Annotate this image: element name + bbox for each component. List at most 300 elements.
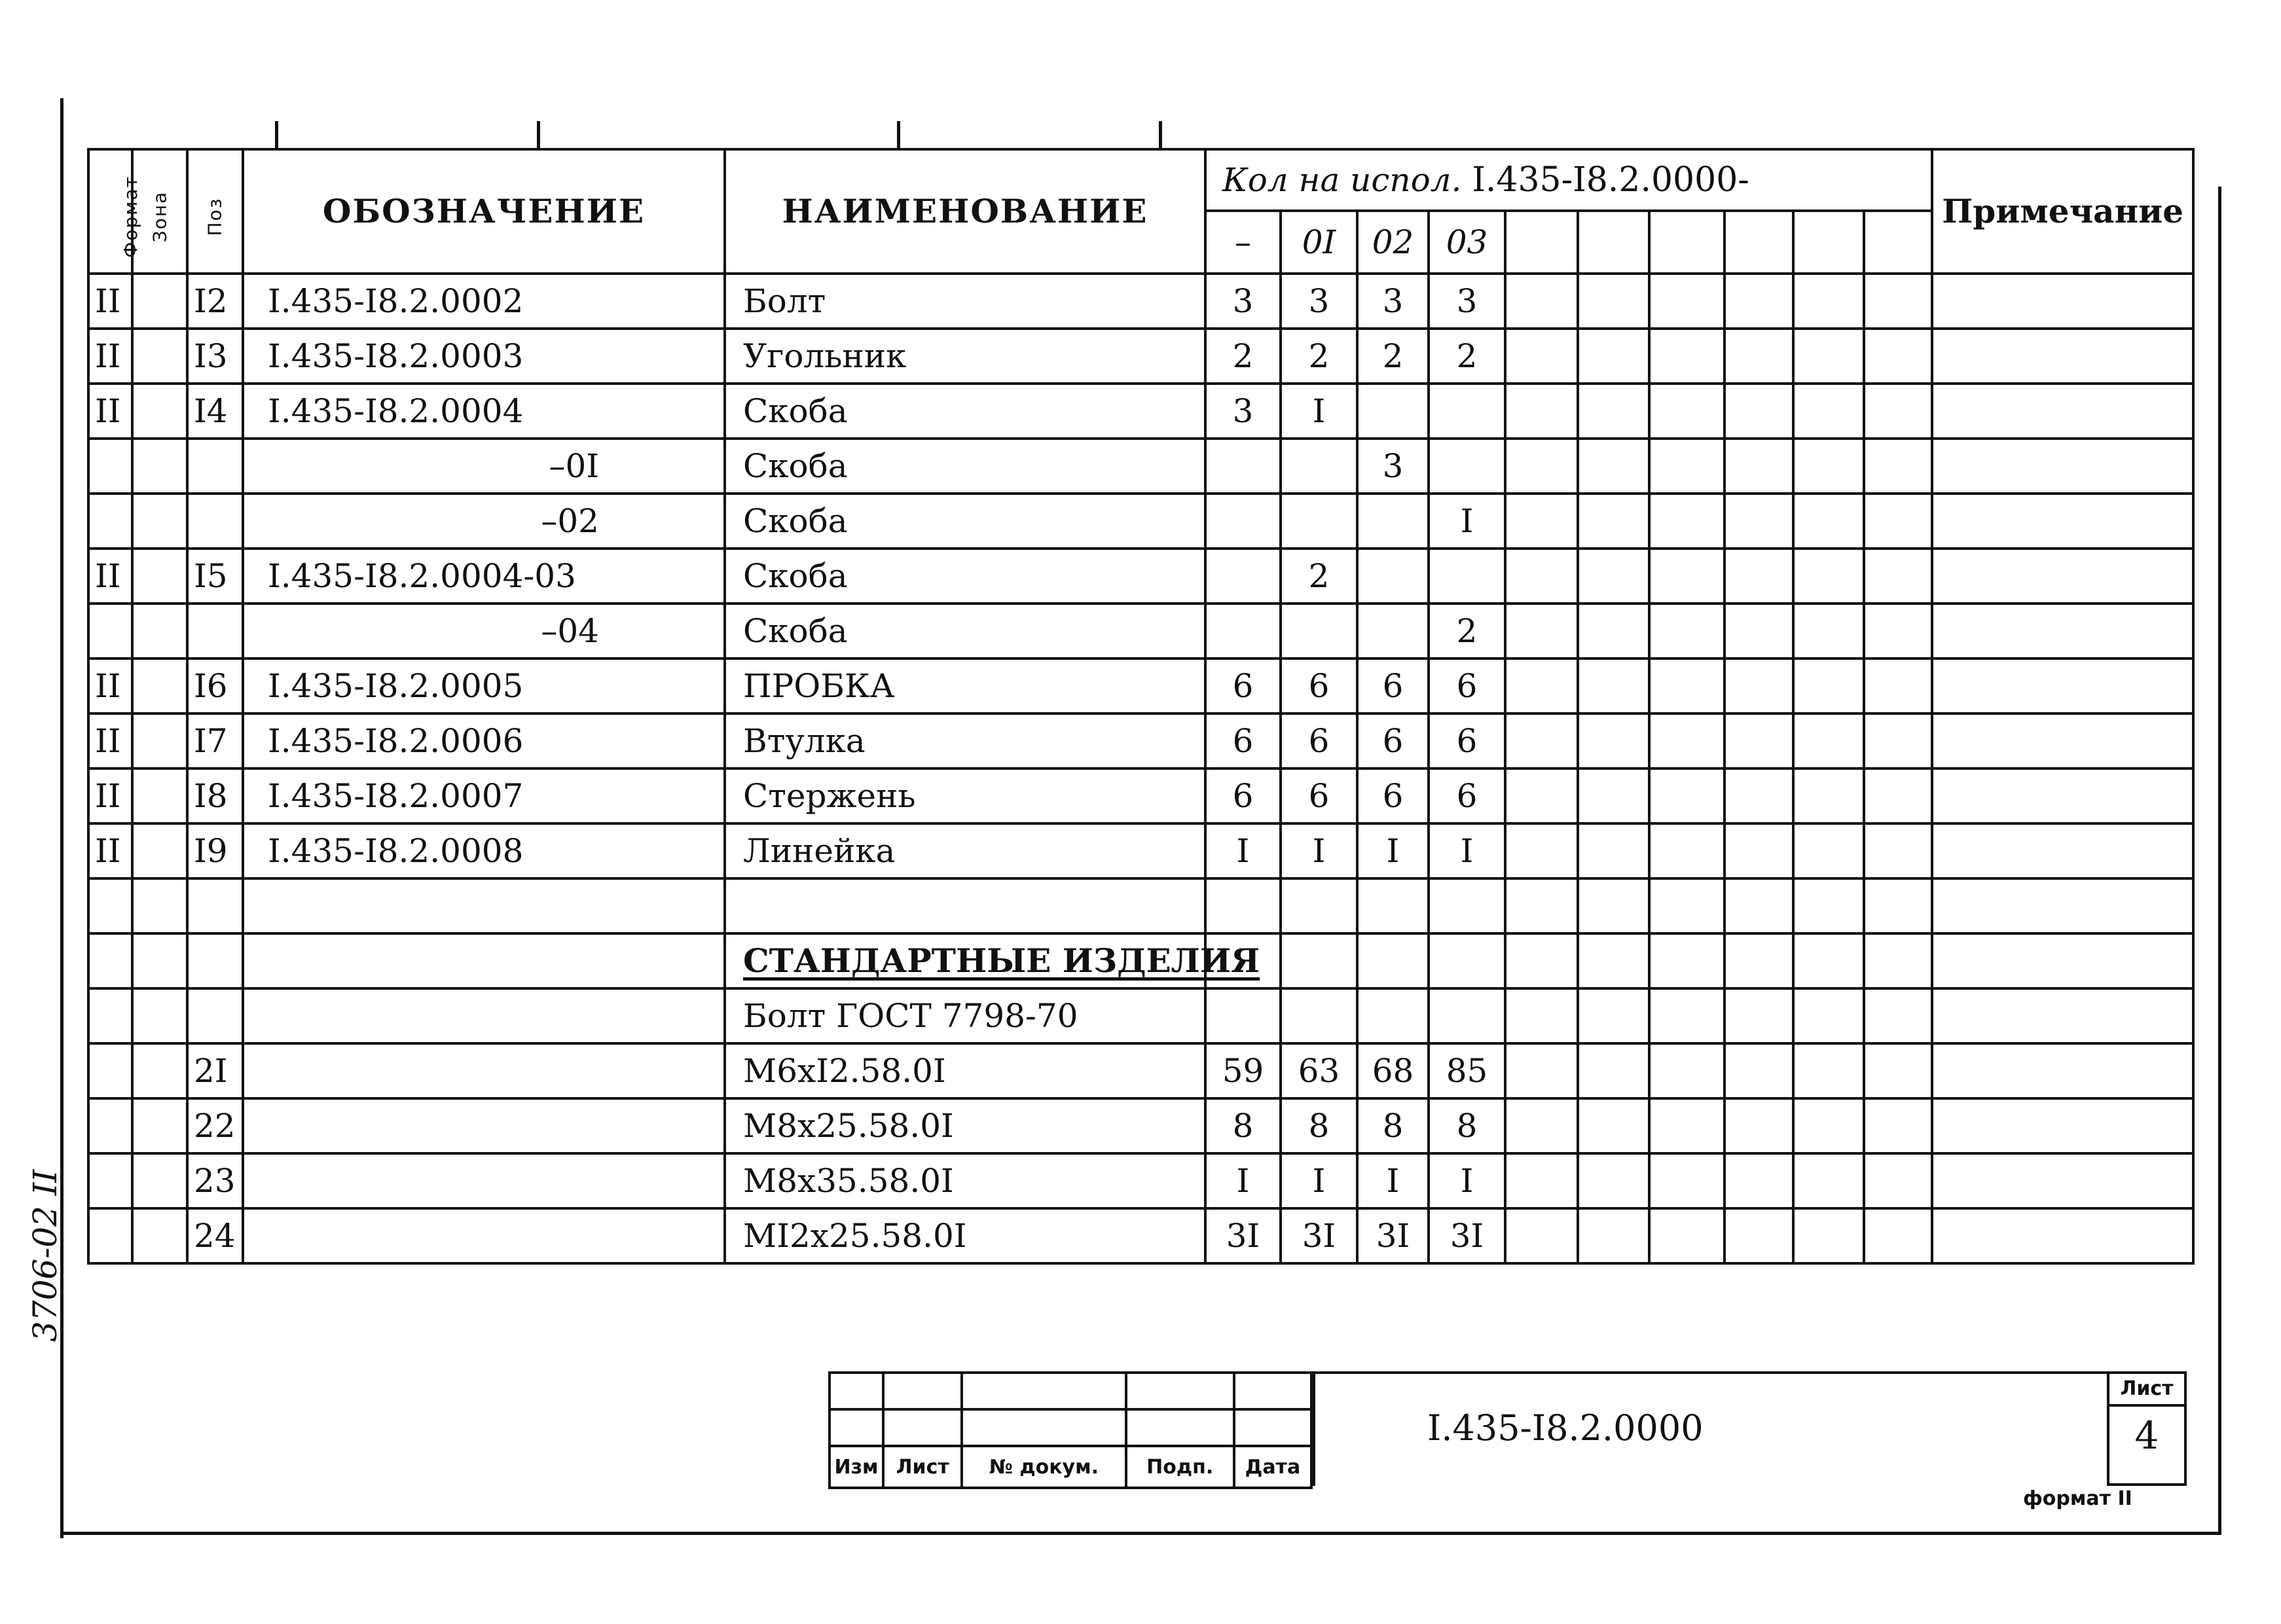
- cell-quantity: 6: [1429, 659, 1505, 713]
- version-cell-empty: [1578, 211, 1649, 274]
- cell-designation: I.435-I8.2.0004-03: [243, 549, 725, 604]
- cell-quantity-empty: [1578, 1208, 1649, 1263]
- cell-quantity-empty: [1649, 1153, 1724, 1208]
- cell-quantity: [1357, 494, 1429, 549]
- cell-quantity-empty: [1649, 1208, 1724, 1263]
- cell-note: [1932, 384, 2193, 439]
- cell-quantity: 6: [1357, 659, 1429, 713]
- stamp-label-izm: Изм: [830, 1446, 883, 1488]
- cell-zone: [132, 1043, 187, 1098]
- cell-zone: [132, 1098, 187, 1153]
- cell-quantity-empty: [1649, 713, 1724, 768]
- cell-designation: I.435-I8.2.0002: [243, 274, 725, 329]
- cell-quantity: 85: [1429, 1043, 1505, 1098]
- cell-quantity: [1357, 549, 1429, 604]
- cell-format: II: [88, 384, 132, 439]
- cell-quantity: I: [1357, 823, 1429, 878]
- cell-format: [88, 604, 132, 659]
- cell-quantity-empty: [1793, 1098, 1864, 1153]
- cell-quantity: 3: [1205, 274, 1281, 329]
- cell-name: М8х25.58.0I: [725, 1098, 1205, 1153]
- cell-quantity: [1281, 988, 1357, 1043]
- cell-zone: [132, 823, 187, 878]
- cell-format: [88, 1043, 132, 1098]
- cell-quantity-empty: [1578, 659, 1649, 713]
- header-note: Примечание: [1932, 149, 2193, 274]
- cell-note: [1932, 768, 2193, 823]
- cell-quantity-empty: [1793, 659, 1864, 713]
- cell-format: II: [88, 823, 132, 878]
- cell-quantity-empty: [1864, 713, 1932, 768]
- cell-quantity-empty: [1793, 1208, 1864, 1263]
- cell-position: [187, 604, 243, 659]
- cell-quantity: I: [1205, 823, 1281, 878]
- cell-quantity: [1205, 878, 1281, 933]
- cell-quantity: I: [1281, 384, 1357, 439]
- table-row: [88, 604, 2193, 659]
- cell-quantity-empty: [1864, 988, 1932, 1043]
- cell-quantity: I: [1429, 823, 1505, 878]
- table-row: [88, 494, 2193, 549]
- cell-quantity-empty: [1505, 384, 1578, 439]
- cell-quantity-empty: [1505, 494, 1578, 549]
- cell-name: [725, 878, 1205, 933]
- cell-format: II: [88, 329, 132, 384]
- cell-format: [88, 1153, 132, 1208]
- cell-quantity-empty: [1793, 439, 1864, 494]
- cell-designation: [243, 1043, 725, 1098]
- table-row: [88, 329, 2193, 384]
- header-pos: [187, 149, 243, 274]
- header-quantity-code: I.435-I8.2.0000-: [1472, 160, 1749, 200]
- cell-quantity-empty: [1793, 1043, 1864, 1098]
- cell-quantity-empty: [1793, 933, 1864, 988]
- cell-note: [1932, 274, 2193, 329]
- cell-quantity-empty: [1505, 329, 1578, 384]
- cell-quantity-empty: [1578, 713, 1649, 768]
- table-row: [88, 1208, 2193, 1263]
- cell-position: [187, 439, 243, 494]
- cell-quantity-empty: [1864, 384, 1932, 439]
- cell-quantity: I: [1429, 1153, 1505, 1208]
- cell-note: [1932, 604, 2193, 659]
- cell-quantity: [1357, 988, 1429, 1043]
- cell-zone: [132, 659, 187, 713]
- cell-quantity-empty: [1505, 604, 1578, 659]
- cell-position: I4: [187, 384, 243, 439]
- cell-quantity-empty: [1724, 823, 1793, 878]
- cell-quantity-empty: [1793, 494, 1864, 549]
- cell-quantity: 68: [1357, 1043, 1429, 1098]
- table-row: [88, 988, 2193, 1043]
- version-cell-empty: [1505, 211, 1578, 274]
- cell-quantity: 6: [1205, 659, 1281, 713]
- cell-quantity: 6: [1357, 768, 1429, 823]
- cell-designation: –04: [243, 604, 725, 659]
- cell-quantity: [1357, 878, 1429, 933]
- cell-quantity: 2: [1205, 329, 1281, 384]
- cell-quantity: 8: [1281, 1098, 1357, 1153]
- cell-quantity-empty: [1578, 768, 1649, 823]
- cell-format: II: [88, 659, 132, 713]
- header-quantity: [1205, 149, 1932, 211]
- stamp-label-sheet: Лист: [883, 1446, 962, 1488]
- header-zone-label: Зона: [148, 190, 170, 243]
- cell-quantity: 6: [1281, 659, 1357, 713]
- cell-format: [88, 439, 132, 494]
- cell-quantity-empty: [1864, 1043, 1932, 1098]
- cell-format: [88, 933, 132, 988]
- title-block-grid: [828, 1371, 1313, 1489]
- cell-quantity: 59: [1205, 1043, 1281, 1098]
- cell-quantity-empty: [1578, 329, 1649, 384]
- version-cell: 0I: [1281, 211, 1357, 274]
- cell-name: Стержень: [725, 768, 1205, 823]
- cell-quantity-empty: [1724, 549, 1793, 604]
- table-row: [88, 274, 2193, 329]
- cell-zone: [132, 933, 187, 988]
- header-quantity-label: Кол на испол.: [1222, 161, 1462, 199]
- version-cell: 02: [1357, 211, 1429, 274]
- cell-quantity: 6: [1429, 768, 1505, 823]
- table-row: [88, 878, 2193, 933]
- cell-quantity-empty: [1724, 659, 1793, 713]
- stamp-cell: [962, 1373, 1125, 1409]
- cell-quantity: [1429, 988, 1505, 1043]
- cell-quantity-empty: [1724, 1153, 1793, 1208]
- cell-quantity-empty: [1793, 988, 1864, 1043]
- cell-quantity-empty: [1793, 604, 1864, 659]
- table-row: [88, 713, 2193, 768]
- outer-frame-bottom: [60, 1532, 2221, 1535]
- cell-quantity-empty: [1724, 604, 1793, 659]
- cell-designation: [243, 878, 725, 933]
- cell-quantity-empty: [1793, 768, 1864, 823]
- cell-quantity: 8: [1205, 1098, 1281, 1153]
- cell-quantity-empty: [1793, 384, 1864, 439]
- header-designation: ОБОЗНАЧЕНИЕ: [243, 149, 725, 274]
- cell-quantity: [1429, 439, 1505, 494]
- cell-format: [88, 1098, 132, 1153]
- cell-quantity: 3: [1205, 384, 1281, 439]
- cell-quantity: 2: [1281, 549, 1357, 604]
- stamp-cell: [830, 1409, 883, 1446]
- cell-designation: I.435-I8.2.0006: [243, 713, 725, 768]
- cell-quantity-empty: [1505, 659, 1578, 713]
- cell-note: [1932, 933, 2193, 988]
- title-block-top-line: [1313, 1371, 2108, 1374]
- cell-quantity-empty: [1578, 823, 1649, 878]
- cell-name: ПРОБКА: [725, 659, 1205, 713]
- cell-quantity-empty: [1793, 549, 1864, 604]
- cell-format: II: [88, 768, 132, 823]
- cell-quantity: [1429, 549, 1505, 604]
- title-block: [828, 1371, 1313, 1487]
- cell-note: [1932, 878, 2193, 933]
- cell-quantity: [1281, 439, 1357, 494]
- version-cell: –: [1205, 211, 1281, 274]
- cell-zone: [132, 439, 187, 494]
- cell-quantity-empty: [1505, 1043, 1578, 1098]
- cell-quantity-empty: [1505, 274, 1578, 329]
- cell-note: [1932, 1098, 2193, 1153]
- cell-quantity: 3: [1429, 274, 1505, 329]
- cell-quantity: [1205, 988, 1281, 1043]
- cell-quantity-empty: [1649, 823, 1724, 878]
- cell-quantity-empty: [1505, 823, 1578, 878]
- cell-quantity: 6: [1205, 713, 1281, 768]
- cell-quantity-empty: [1724, 274, 1793, 329]
- table-row: [88, 1153, 2193, 1208]
- cell-quantity-empty: [1578, 274, 1649, 329]
- cell-quantity-empty: [1864, 933, 1932, 988]
- stamp-cell: [883, 1373, 962, 1409]
- cell-quantity-empty: [1864, 604, 1932, 659]
- cell-designation: I.435-I8.2.0005: [243, 659, 725, 713]
- cell-quantity-empty: [1505, 549, 1578, 604]
- cell-quantity-empty: [1578, 988, 1649, 1043]
- cell-position: [187, 494, 243, 549]
- cell-quantity-empty: [1864, 549, 1932, 604]
- cell-quantity-empty: [1793, 878, 1864, 933]
- cell-quantity-empty: [1649, 494, 1724, 549]
- cell-designation: [243, 1098, 725, 1153]
- cell-quantity-empty: [1505, 1208, 1578, 1263]
- cell-quantity-empty: [1505, 1098, 1578, 1153]
- sheet-number: 4: [2134, 1413, 2159, 1458]
- cell-quantity-empty: [1724, 988, 1793, 1043]
- cell-quantity: 3: [1357, 439, 1429, 494]
- cell-designation: –0I: [243, 439, 725, 494]
- cell-quantity-empty: [1578, 494, 1649, 549]
- top-tick: [275, 121, 278, 149]
- cell-quantity: [1357, 933, 1429, 988]
- stamp-cell: [830, 1373, 883, 1409]
- cell-quantity: 3: [1357, 274, 1429, 329]
- cell-quantity: [1357, 604, 1429, 659]
- cell-format: [88, 878, 132, 933]
- cell-name: Болт ГОСТ 7798-70: [725, 988, 1205, 1043]
- table-row: [88, 549, 2193, 604]
- version-cell-empty: [1793, 211, 1864, 274]
- cell-designation: [243, 988, 725, 1043]
- cell-quantity-empty: [1649, 384, 1724, 439]
- cell-quantity-empty: [1578, 384, 1649, 439]
- cell-quantity-empty: [1724, 878, 1793, 933]
- top-tick: [1159, 121, 1162, 149]
- cell-quantity: 3: [1281, 274, 1357, 329]
- cell-quantity: [1429, 878, 1505, 933]
- cell-position: [187, 878, 243, 933]
- cell-quantity-empty: [1793, 329, 1864, 384]
- cell-zone: [132, 713, 187, 768]
- cell-quantity: I: [1281, 823, 1357, 878]
- cell-quantity: [1205, 494, 1281, 549]
- table-row: [88, 933, 2193, 988]
- cell-quantity-empty: [1864, 1153, 1932, 1208]
- table-row: [88, 659, 2193, 713]
- header-pos-label: Поз: [204, 197, 226, 236]
- cell-quantity: 3I: [1357, 1208, 1429, 1263]
- header-name: НАИМЕНОВАНИЕ: [725, 149, 1205, 274]
- cell-quantity: 2: [1357, 329, 1429, 384]
- cell-quantity: 6: [1205, 768, 1281, 823]
- cell-designation: [243, 1208, 725, 1263]
- cell-quantity-empty: [1649, 329, 1724, 384]
- cell-name: М6хI2.58.0I: [725, 1043, 1205, 1098]
- cell-zone: [132, 878, 187, 933]
- cell-zone: [132, 329, 187, 384]
- cell-position: I7: [187, 713, 243, 768]
- cell-note: [1932, 1153, 2193, 1208]
- cell-designation: I.435-I8.2.0008: [243, 823, 725, 878]
- cell-quantity-empty: [1505, 933, 1578, 988]
- stamp-cell: [962, 1409, 1125, 1446]
- cell-zone: [132, 988, 187, 1043]
- table-row: [88, 439, 2193, 494]
- cell-quantity-empty: [1864, 274, 1932, 329]
- cell-format: [88, 494, 132, 549]
- cell-designation: I.435-I8.2.0007: [243, 768, 725, 823]
- cell-designation: –02: [243, 494, 725, 549]
- version-cell-empty: [1649, 211, 1724, 274]
- stamp-cell: [883, 1409, 962, 1446]
- cell-quantity: [1205, 604, 1281, 659]
- cell-name: Угольник: [725, 329, 1205, 384]
- cell-note: [1932, 329, 2193, 384]
- specification-table: [87, 148, 2195, 1265]
- cell-quantity: 6: [1429, 713, 1505, 768]
- cell-quantity: 2: [1429, 329, 1505, 384]
- top-tick: [537, 121, 540, 149]
- cell-quantity: [1429, 384, 1505, 439]
- cell-quantity-empty: [1649, 878, 1724, 933]
- cell-quantity-empty: [1578, 1098, 1649, 1153]
- cell-name: Втулка: [725, 713, 1205, 768]
- cell-quantity-empty: [1649, 274, 1724, 329]
- cell-quantity-empty: [1578, 1153, 1649, 1208]
- stamp-cell: [1234, 1373, 1311, 1409]
- cell-quantity-empty: [1724, 768, 1793, 823]
- stamp-cell: [1126, 1409, 1234, 1446]
- cell-zone: [132, 274, 187, 329]
- cell-quantity-empty: [1793, 1153, 1864, 1208]
- cell-designation: I.435-I8.2.0003: [243, 329, 725, 384]
- cell-quantity-empty: [1505, 768, 1578, 823]
- version-cell-empty: [1724, 211, 1793, 274]
- cell-quantity-empty: [1578, 933, 1649, 988]
- cell-designation: [243, 1153, 725, 1208]
- stamp-label-date: Дата: [1234, 1446, 1311, 1488]
- cell-note: [1932, 988, 2193, 1043]
- cell-zone: [132, 549, 187, 604]
- version-cell: 03: [1429, 211, 1505, 274]
- cell-zone: [132, 1208, 187, 1263]
- side-archive-code: 3706-02 II: [26, 1169, 64, 1342]
- cell-note: [1932, 823, 2193, 878]
- cell-note: [1932, 659, 2193, 713]
- cell-position: I9: [187, 823, 243, 878]
- cell-name: Скоба: [725, 494, 1205, 549]
- cell-quantity-empty: [1649, 1098, 1724, 1153]
- cell-quantity-empty: [1864, 878, 1932, 933]
- cell-quantity-empty: [1505, 988, 1578, 1043]
- cell-position: 22: [187, 1098, 243, 1153]
- cell-position: I5: [187, 549, 243, 604]
- cell-quantity-empty: [1578, 1043, 1649, 1098]
- cell-quantity: [1281, 878, 1357, 933]
- format-footer: формат II: [2023, 1487, 2132, 1510]
- cell-quantity-empty: [1505, 713, 1578, 768]
- sheet-box: [2107, 1371, 2187, 1486]
- cell-position: I3: [187, 329, 243, 384]
- stamp-label-doc: № докум.: [962, 1446, 1125, 1488]
- table-row: [88, 1098, 2193, 1153]
- cell-format: II: [88, 549, 132, 604]
- cell-quantity-empty: [1724, 1208, 1793, 1263]
- cell-position: I2: [187, 274, 243, 329]
- header-format-label: Формат: [119, 175, 141, 258]
- top-tick: [897, 121, 900, 149]
- cell-position: I8: [187, 768, 243, 823]
- cell-format: [88, 988, 132, 1043]
- stamp-label-sign: Подп.: [1126, 1446, 1234, 1488]
- document-code: I.435-I8.2.0000: [1427, 1407, 1704, 1449]
- cell-name: Скоба: [725, 439, 1205, 494]
- cell-quantity-empty: [1649, 439, 1724, 494]
- cell-note: [1932, 549, 2193, 604]
- cell-quantity-empty: [1724, 713, 1793, 768]
- cell-quantity-empty: [1649, 604, 1724, 659]
- table-row: [88, 1043, 2193, 1098]
- cell-zone: [132, 1153, 187, 1208]
- cell-quantity: I: [1357, 1153, 1429, 1208]
- cell-quantity-empty: [1649, 988, 1724, 1043]
- cell-quantity-empty: [1649, 933, 1724, 988]
- stamp-cell: [1126, 1373, 1234, 1409]
- cell-quantity: 3I: [1205, 1208, 1281, 1263]
- cell-name: Болт: [725, 274, 1205, 329]
- cell-format: II: [88, 274, 132, 329]
- cell-quantity-empty: [1793, 274, 1864, 329]
- cell-designation: [243, 933, 725, 988]
- cell-quantity-empty: [1649, 659, 1724, 713]
- version-cell-empty: [1864, 211, 1932, 274]
- cell-position: [187, 988, 243, 1043]
- header-format: [88, 149, 141, 274]
- cell-quantity-empty: [1724, 439, 1793, 494]
- cell-quantity: 63: [1281, 1043, 1357, 1098]
- cell-quantity: I: [1429, 494, 1505, 549]
- cell-quantity: [1429, 933, 1505, 988]
- cell-quantity-empty: [1864, 329, 1932, 384]
- cell-note: [1932, 494, 2193, 549]
- cell-quantity: [1281, 604, 1357, 659]
- cell-quantity: I: [1281, 1153, 1357, 1208]
- cell-quantity: I: [1205, 1153, 1281, 1208]
- cell-quantity-empty: [1578, 878, 1649, 933]
- cell-quantity-empty: [1724, 1043, 1793, 1098]
- cell-name: Скоба: [725, 604, 1205, 659]
- table-row: [88, 823, 2193, 878]
- cell-quantity: 8: [1357, 1098, 1429, 1153]
- cell-quantity-empty: [1724, 494, 1793, 549]
- cell-quantity-empty: [1864, 768, 1932, 823]
- cell-quantity-empty: [1578, 549, 1649, 604]
- cell-quantity-empty: [1793, 823, 1864, 878]
- cell-format: II: [88, 713, 132, 768]
- cell-note: [1932, 439, 2193, 494]
